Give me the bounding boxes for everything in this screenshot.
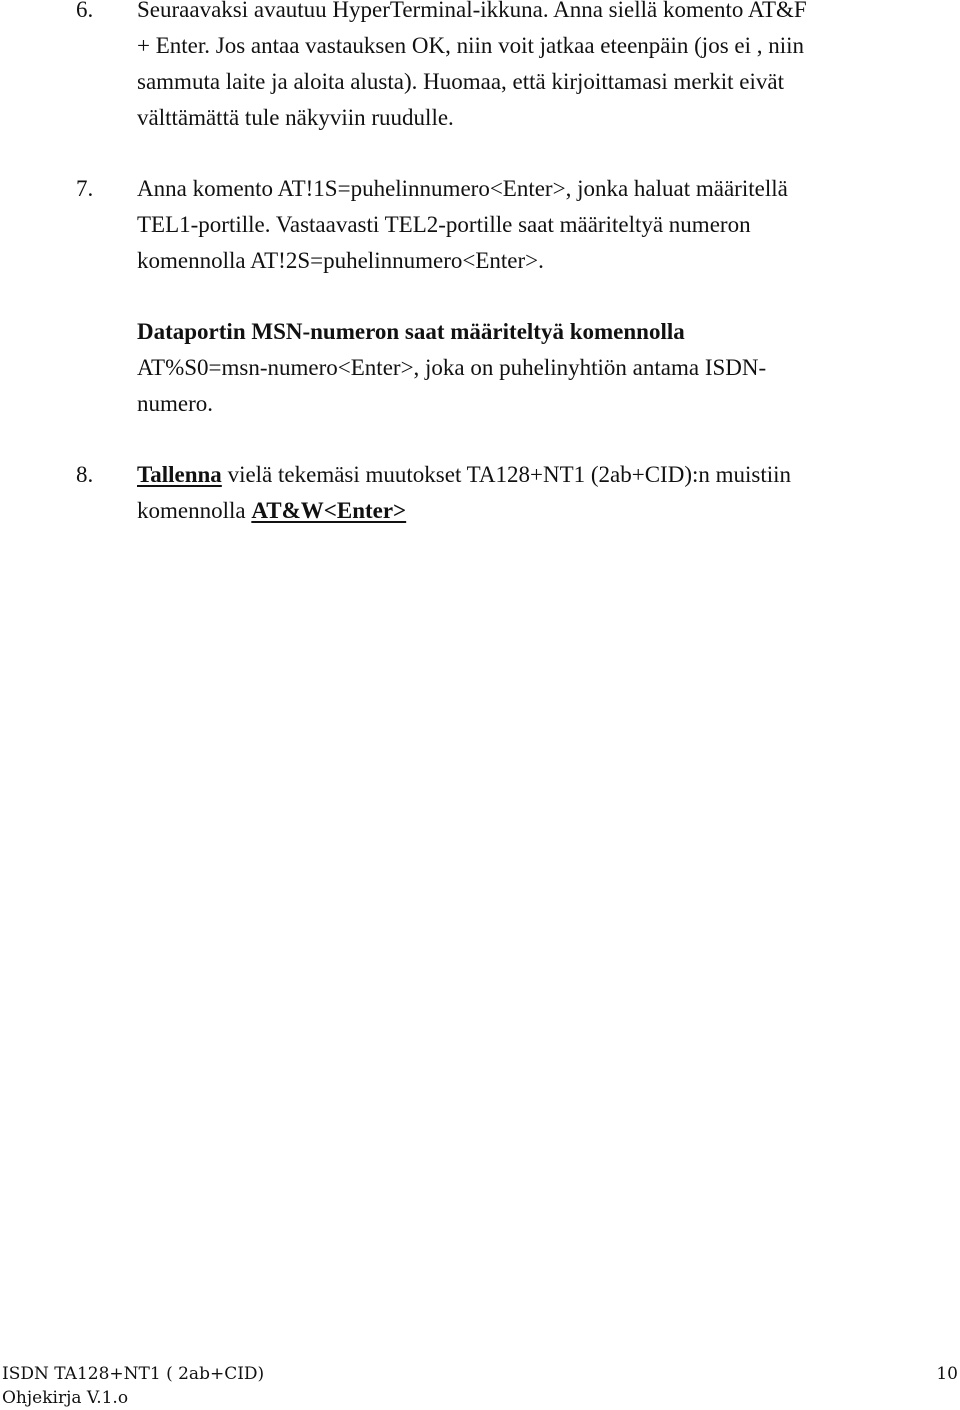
step-number: 7. <box>76 176 94 201</box>
footer-left <box>2 1362 264 1410</box>
save-instruction-text: vielä tekemäsi muutokset TA128+NT1 (2ab+CID):n muistiin <box>221 462 792 487</box>
step-number: 8. <box>76 462 94 487</box>
footer-product: ISDN TA128+NT1 ( 2ab+CID) <box>2 1364 265 1384</box>
note-heading: Dataportin MSN-numeron saat määriteltyä komennolla <box>137 319 685 344</box>
note-text-line: numero. <box>137 391 214 416</box>
note-text <box>137 314 947 422</box>
step-text-line <box>137 493 947 529</box>
step-text <box>137 0 947 136</box>
step-text-line: + Enter. Jos antaa vastauksen OK, niin voit jatkaa eteenpäin (jos ei , niin <box>137 33 805 58</box>
step-text-line: komennolla AT!2S=puhelinnumero<Enter>. <box>137 248 544 273</box>
step-number: 6. <box>76 0 94 22</box>
step-text-line: sammuta laite ja aloita alusta). Huomaa, että kirjoittamasi merkit eivät <box>137 69 784 94</box>
step-text <box>137 457 947 529</box>
save-keyword: Tallenna <box>137 462 222 487</box>
step-text-line: Anna komento AT!1S=puhelinnumero<Enter>, jonka haluat määritellä <box>137 176 788 201</box>
note-text-line: AT%S0=msn-numero<Enter>, joka on puhelinyhtiön antama ISDN- <box>137 355 767 380</box>
command-intro: komennolla <box>137 498 252 523</box>
footer-manual-version: Ohjekirja V.1.o <box>2 1388 129 1408</box>
step-text <box>137 171 947 279</box>
step-text-line <box>137 457 947 493</box>
step-text-line: TEL1-portille. Vastaavasti TEL2-portille saat määriteltyä numeron <box>137 212 751 237</box>
page-number: 10 <box>936 1364 958 1384</box>
step-text-line: Seuraavaksi avautuu HyperTerminal-ikkuna. Anna siellä komento AT&F <box>137 0 807 22</box>
step-text-line: välttämättä tule näkyviin ruudulle. <box>137 105 454 130</box>
save-command: AT&W<Enter> <box>251 498 407 523</box>
